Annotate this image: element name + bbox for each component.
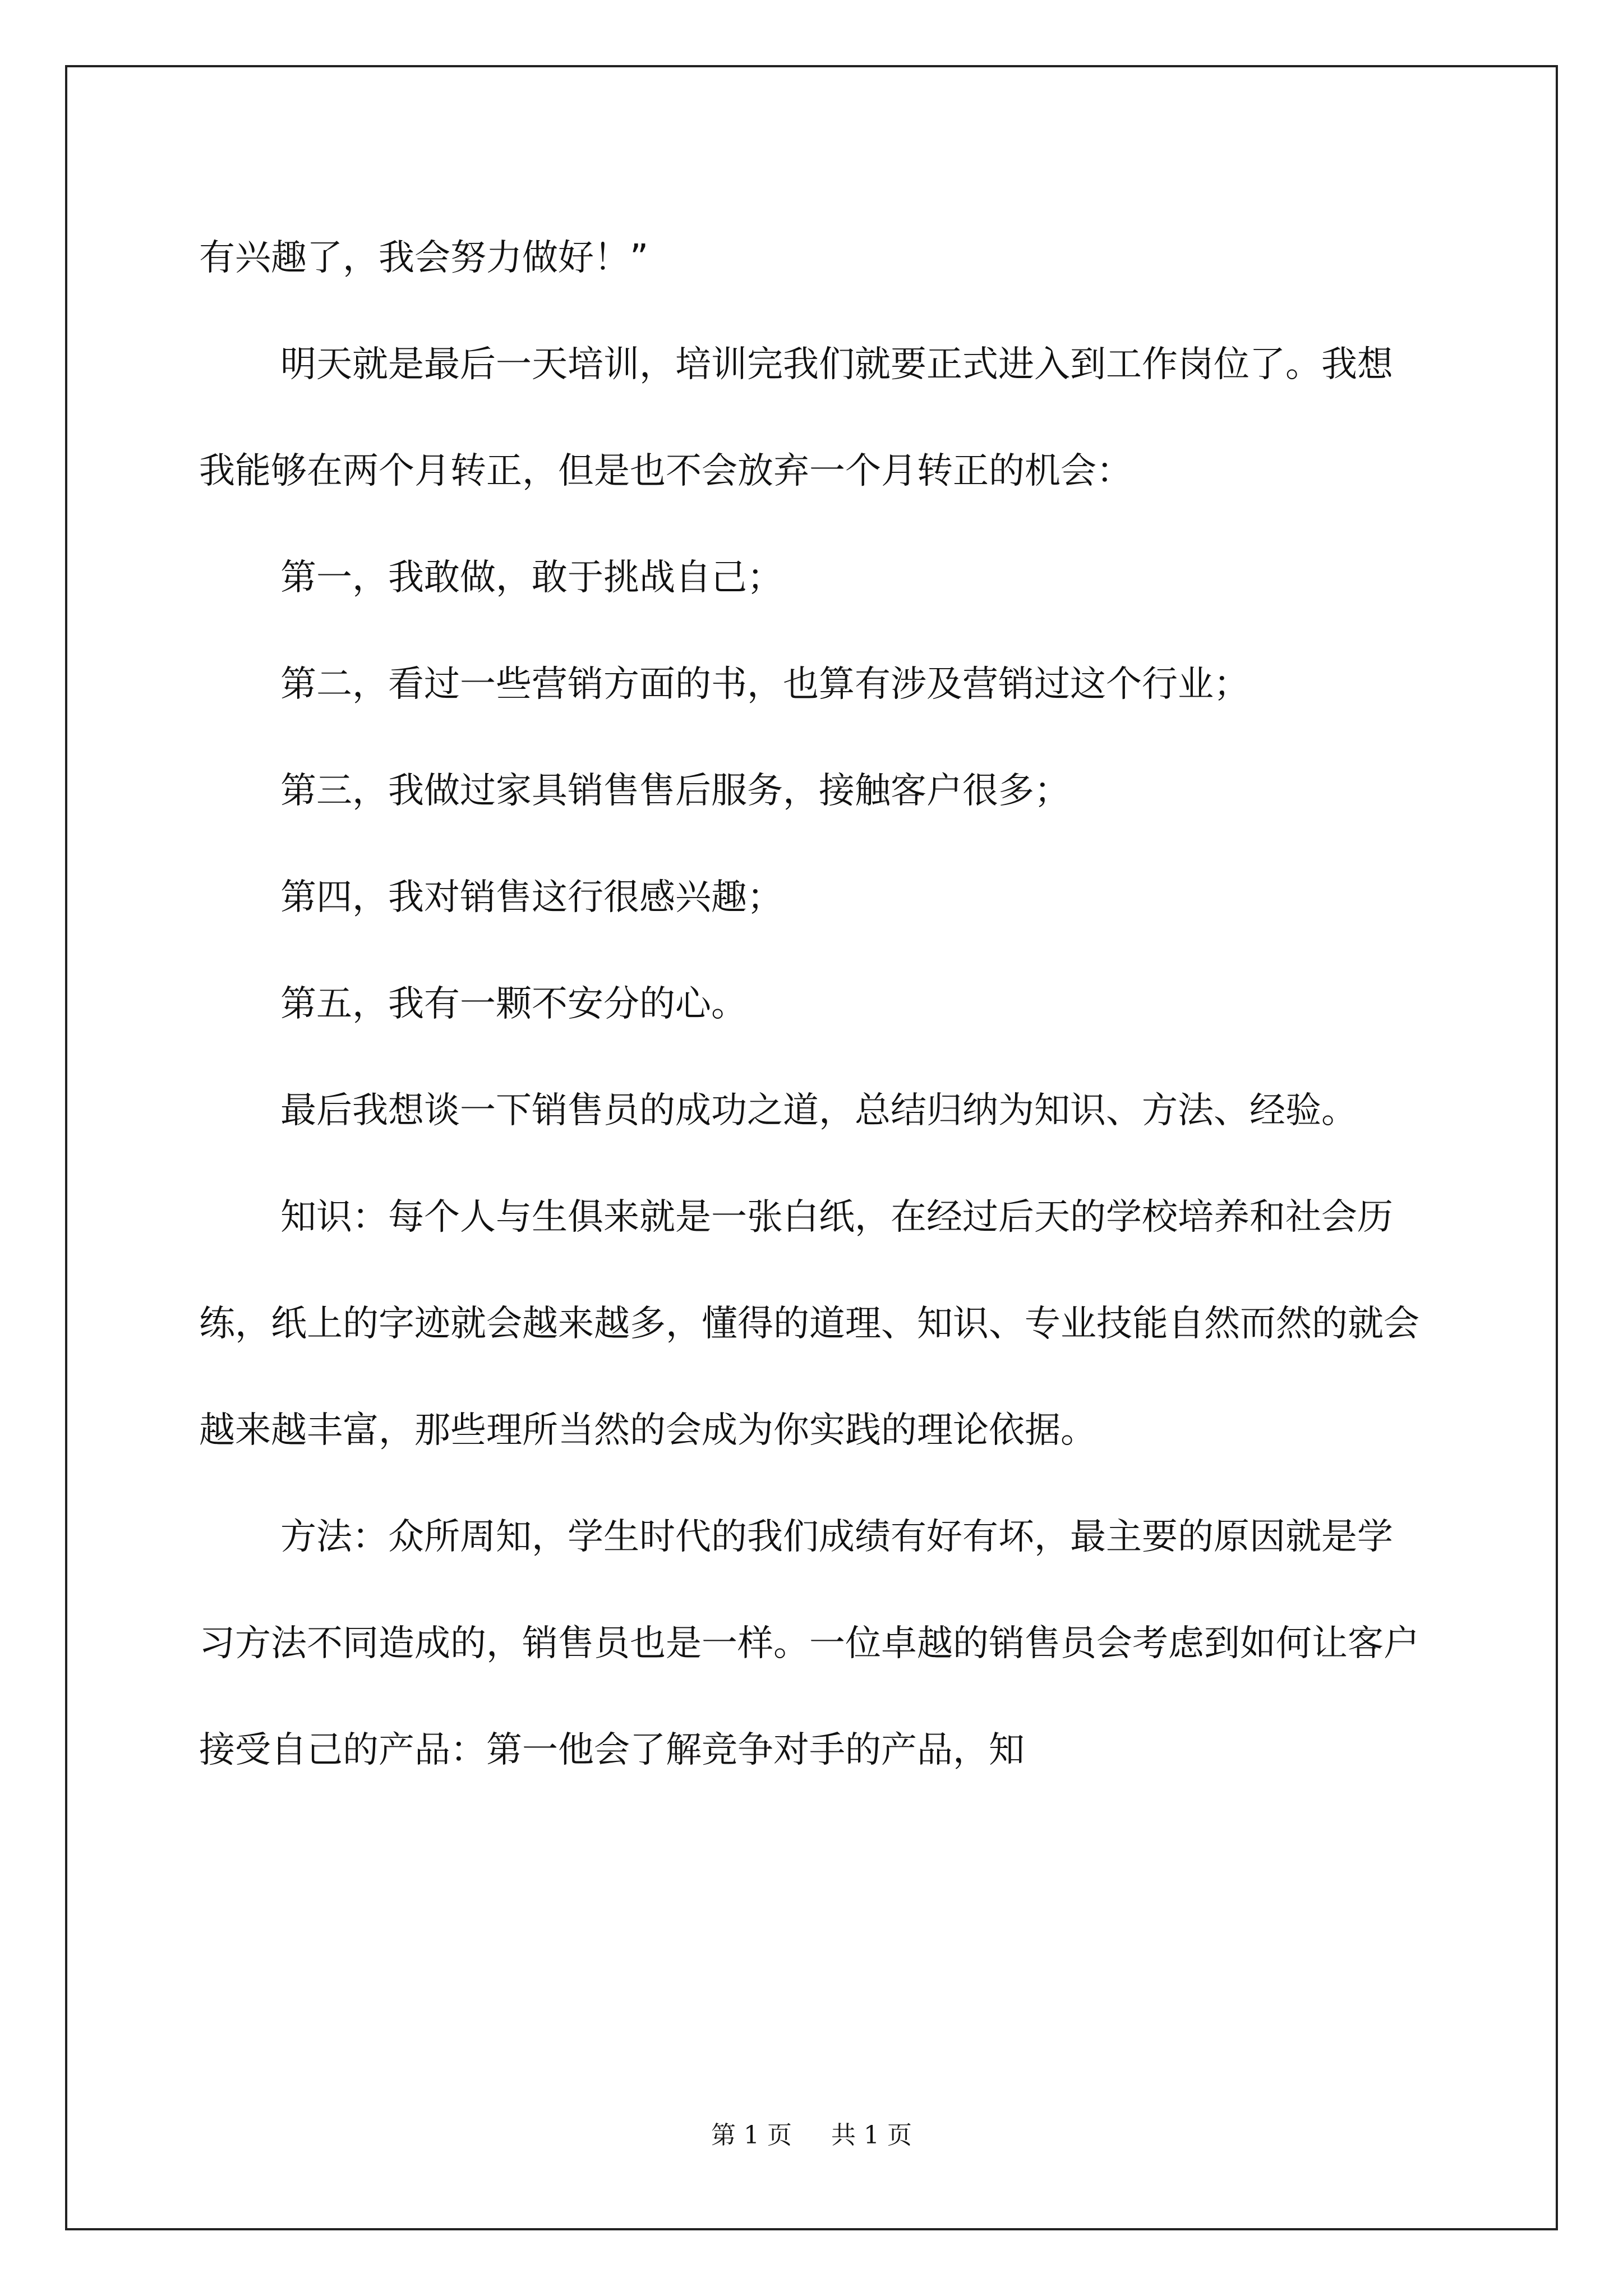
paragraph-9: 知识：每个人与生俱来就是一张白纸，在经过后天的学校培养和社会历练，纸上的字迹就会越来越多，懂得的道理、知识、专业技能自然而然的就会越来越丰富，那些理所当然的会成为你实践的理论依据。 (199, 1197, 1419, 1451)
paragraph-1: 有兴趣了，我会努力做好！” (199, 237, 649, 279)
paragraph-2: 明天就是最后一天培训，培训完我们就要正式进入到工作岗位了。我想我能够在两个月转正，但是也不会放弃一个月转正的机会： (199, 344, 1393, 492)
paragraph-5: 第三，我做过家具销售售后服务，接触客户很多； (280, 770, 1070, 812)
footer-spacer (800, 2121, 823, 2150)
paragraph-10: 方法：众所周知，学生时代的我们成绩有好有坏，最主要的原因就是学习方法不同造成的，销售员也是一样。一位卓越的销售员会考虑到如何让客户接受自己的产品：第一他会了解竞争对手的产品，知 (199, 1516, 1419, 1771)
paragraph-8: 最后我想谈一下销售员的成功之道，总结归纳为知识、方法、经验。 (280, 1090, 1357, 1131)
paragraph-3: 第一，我敢做，敢于挑战自己； (280, 557, 783, 599)
paragraph-6: 第四，我对销售这行很感兴趣； (280, 877, 783, 918)
paragraph-4: 第二，看过一些营销方面的书，也算有涉及营销过这个行业； (280, 664, 1249, 705)
page-footer (0, 2115, 1623, 2151)
document-body (199, 205, 1422, 1803)
paragraph-7: 第五，我有一颗不安分的心。 (280, 983, 747, 1025)
page-number: 第 1 页 (711, 2121, 792, 2150)
page-total: 共 1 页 (831, 2121, 912, 2150)
